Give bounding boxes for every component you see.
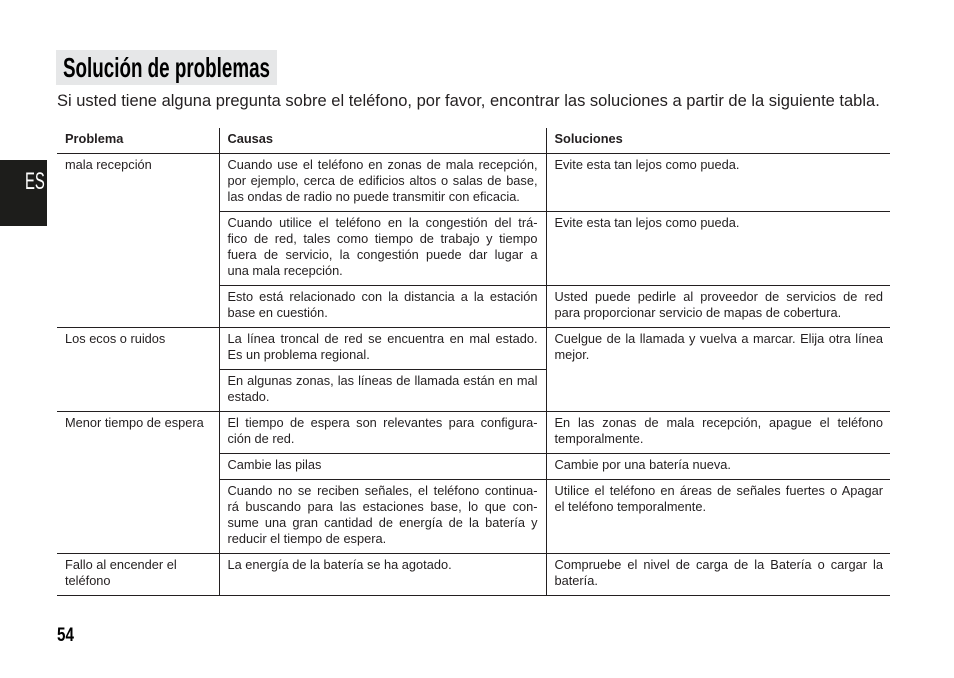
language-tab-label: ES — [25, 168, 45, 195]
intro-paragraph: Si usted tiene alguna pregunta sobre el teléfono, por favor, encontrar las soluciones a partir de la siguiente tabla. — [57, 92, 880, 110]
cause-text-line: fuera de servicio, la congestión puede dar lugar a — [227, 247, 538, 262]
cause-text-line: una mala recepción. — [227, 263, 343, 278]
cause-cell — [219, 480, 546, 554]
cause-cell — [219, 554, 546, 596]
cause-text-line: Cuando utilice el teléfono en la congestión del trá- — [227, 215, 538, 230]
column-header-solutions: Soluciones — [546, 128, 890, 154]
problem-text-line: Fallo al encender el — [65, 557, 177, 572]
cause-text-line: rá buscando para las estaciones base, lo que con- — [227, 499, 538, 514]
solution-text-line: el teléfono temporalmente. — [554, 499, 707, 514]
cause-cell — [219, 154, 546, 212]
cause-text-line: por ejemplo, cerca de edificios altos o salas de base, — [227, 173, 538, 188]
section-title-box — [56, 50, 277, 85]
table-header — [57, 128, 890, 154]
page-number: 54 — [57, 625, 74, 646]
solution-text-line: Evite esta tan lejos como pueda. — [554, 157, 740, 172]
table-row — [57, 328, 890, 370]
cause-text-line: La energía de la batería se ha agotado. — [227, 557, 452, 572]
solution-text-line: temporalmente. — [554, 431, 644, 446]
solution-text-line: Cuelgue de la llamada y vuelva a marcar. Elija otra línea — [554, 331, 883, 346]
cause-text-line: estado. — [227, 389, 270, 404]
cause-cell — [219, 212, 546, 286]
cause-text-line: En algunas zonas, las líneas de llamada están en mal — [227, 373, 538, 388]
solution-cell — [546, 480, 890, 554]
language-tab — [0, 160, 47, 226]
table-row — [57, 154, 890, 212]
problem-text-line: Los ecos o ruidos — [65, 331, 166, 346]
cause-text-line: sume una gran cantidad de energía de la batería y — [227, 515, 538, 530]
solution-text-line: En las zonas de mala recepción, apague el teléfono — [554, 415, 883, 430]
solution-text-line: mejor. — [554, 347, 590, 362]
cause-text-line: Cambie las pilas — [227, 457, 322, 472]
table-header-row — [57, 128, 890, 154]
problem-cell — [57, 154, 219, 328]
cause-cell — [219, 328, 546, 370]
cause-cell — [219, 412, 546, 454]
cause-text-line: base en cuestión. — [227, 305, 328, 320]
problem-cell — [57, 412, 219, 554]
problem-text-line: teléfono — [65, 573, 111, 588]
cause-text-line: Esto está relacionado con la distancia a la estación — [227, 289, 538, 304]
cause-cell — [219, 370, 546, 412]
solution-text-line: Evite esta tan lejos como pueda. — [554, 215, 740, 230]
solution-cell — [546, 412, 890, 454]
table-row — [57, 554, 890, 596]
cause-text-line: las ondas de radio no puede transmitir con eficacia. — [227, 189, 520, 204]
troubleshooting-table — [57, 128, 890, 596]
solution-cell — [546, 328, 890, 412]
solution-text-line: para proporcionar servicio de mapas de cobertura. — [554, 305, 842, 320]
cause-cell — [219, 454, 546, 480]
solution-text-line: Compruebe el nivel de carga de la Batería o cargar la — [554, 557, 883, 572]
solution-cell — [546, 554, 890, 596]
problem-cell — [57, 328, 219, 412]
cause-text-line: reducir el tiempo de espera. — [227, 531, 387, 546]
cause-text-line: fico de red, tales como tiempo de trabajo y tiempo — [227, 231, 538, 246]
troubleshooting-table-body — [57, 154, 890, 596]
solution-text-line: Usted puede pedirle al proveedor de servicios de red — [554, 289, 883, 304]
problem-text-line: Menor tiempo de espera — [65, 415, 204, 430]
column-header-problem: Problema — [57, 128, 219, 154]
cause-cell — [219, 286, 546, 328]
solution-cell — [546, 286, 890, 328]
column-header-causes: Causas — [219, 128, 546, 154]
solution-text-line: batería. — [554, 573, 598, 588]
solution-cell — [546, 212, 890, 286]
cause-text-line: ción de red. — [227, 431, 295, 446]
problem-cell — [57, 554, 219, 596]
cause-text-line: Es un problema regional. — [227, 347, 370, 362]
section-title: Solución de problemas — [63, 52, 271, 83]
table-row — [57, 412, 890, 454]
problem-text-line: mala recepción — [65, 157, 152, 172]
solution-text-line: Utilice el teléfono en áreas de señales fuertes o Apagar — [554, 483, 883, 498]
solution-cell — [546, 454, 890, 480]
solution-text-line: Cambie por una batería nueva. — [554, 457, 731, 472]
cause-text-line: Cuando use el teléfono en zonas de mala recepción, — [227, 157, 538, 172]
cause-text-line: El tiempo de espera son relevantes para configura- — [227, 415, 538, 430]
cause-text-line: La línea troncal de red se encuentra en mal estado. — [227, 331, 538, 346]
solution-cell — [546, 154, 890, 212]
cause-text-line: Cuando no se reciben señales, el teléfono continua- — [227, 483, 538, 498]
